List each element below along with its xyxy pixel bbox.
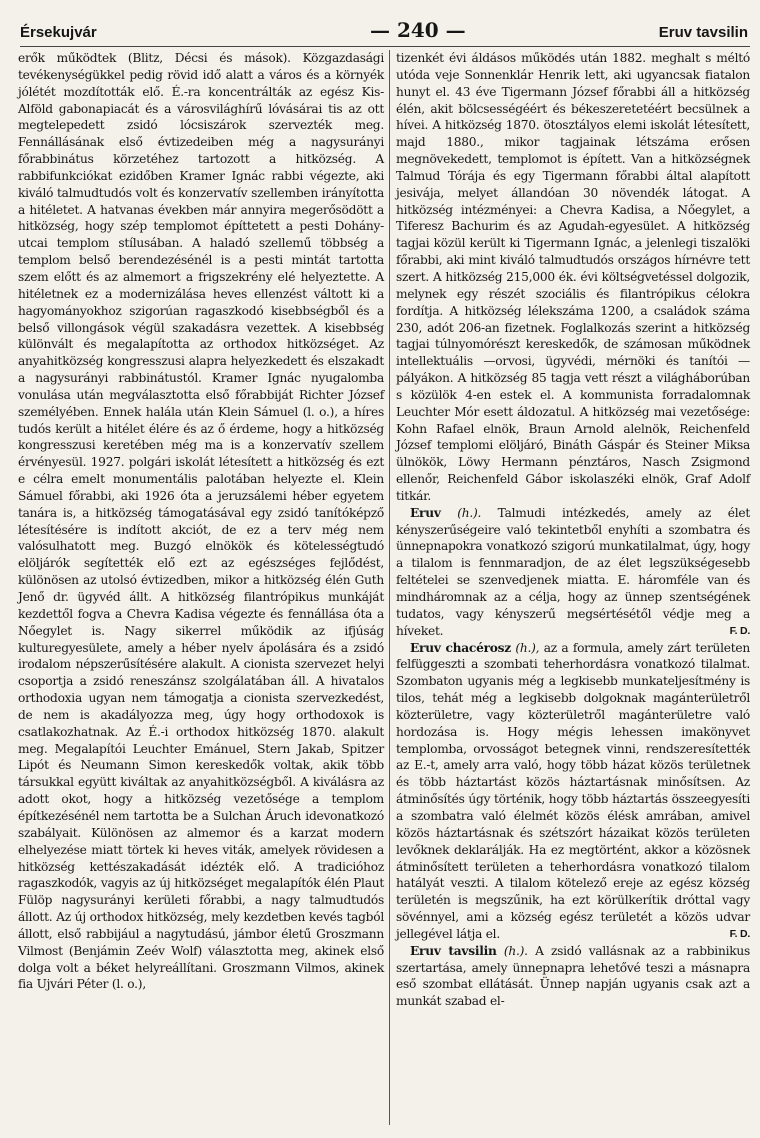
page-number: — 240 —	[370, 18, 466, 42]
entry-eruv-tavsilin	[396, 943, 750, 1010]
running-head-left: Érsekujvár	[20, 24, 97, 41]
entry-eruv-tavsilin-abbr: (h.).	[503, 943, 528, 958]
header-rule	[20, 46, 750, 47]
page-header	[20, 18, 752, 44]
entry-eruv-head: Eruv	[410, 505, 441, 520]
entry-eruv-tavsilin-text: A zsidó vallásnak az a rabbinikus szertartása, amely ünnepnapra lehetővé teszi a másnapra eső szombat ellátását. Ünnep napján ugyanis csak azt a munkát szabad el-	[396, 943, 750, 1009]
entry-eruv-text: Talmudi intézkedés, amely az élet kényszerűségeire való tekintetből enyhíti a szombatra és ünnepnapokra vonatkozó szigorú munkatilalmat, úgy, hogy a tilalom is fennmaradjon, de az élet legszükségesebb feltételei se szenvedjenek miatta. E. háromféle van és mindháromnak az a célja, hogy az ünnep szentségének tudatos, vagy kényszerű megsértésétől védje meg a híveket.	[396, 505, 750, 638]
entry-eruv	[396, 505, 750, 640]
left-column	[18, 50, 384, 993]
entry-eruv-chacerosz	[396, 640, 750, 943]
entry-eruv-chacerosz-text: az a formula, amely zárt területen felfüggeszti a szombati teherhordásra vonatkozó tilalmat. Szombaton ugyanis még a legkisebb munkateljesítmény is tilos, tehát még a legkisebb dolgoknak magánterületről közterületre, vagy közterületről magánterületre való hordozása is. Hogy mégis lehessen imakönyvet templomba, orvosságot betegnek vinni, rendszeresítették az E.-t, amely arra való, hogy több házat közös területnek és több háztartást közös háztartásnak minősítsen. Az átminősítés úgy történik, hogy több háztartás összeegyesíti a szombatra való élelmét közös élésk amrában, amivel közös háztartásnak és szétszórt házaikat közös területen levőknek deklarálják. Ha ez megtörtént, akkor a közösnek átminősített területen a teherhordásra vonatkozó tilalom hatályát veszti. A tilalom kötelező ereje az egész község területén is megszűnik, ha ezt körülkerítik dróttal vagy sövénnyel, ami a község egész területét a közös udvar jellegével látja el.	[396, 640, 750, 941]
right-column	[396, 50, 750, 1010]
left-column-text: erők működtek (Blitz, Décsi és mások). Közgazdasági tevékenységükkel pedig rövid idő alatt a város és a környék jólétét mozdították elő. É.-ra koncentrálták az egész Kis-Alföld gabonapiacát és a városvilághírű lóvásárai tis az ott megtelepedett zsidó lócsiszárok szervezték meg. Fennállásának első évtizedeiben még a nagysurányi főrabbinátus körzetéhez tartozott a hitközség. A rabbifunkciókat ezidőben Kramer Ignác rabbi végezte, aki kiváló talmudtudós volt és konzervatív szellemben irányította a hitéletet. A hatvanas években már annyira megerősödött a hitközség, hogy szép templomot építtetett a pesti Dohány-utcai templom stílusában. A haladó szellemű többség a templom belső berendezésénél is a pesti mintát tartotta szem előtt és az almemort a frigszekrény elé helyeztette. A hitéletnek ez a modernizálása heves ellenzést váltott ki a hagyományokhoz szigorúan ragaszkodó kisebbségből és a belső villongások végül szakadásra vezettek. A kisebbség különvált és megalapította az orthodox hitközséget. Az anyahitközség kongresszusi alapra helyezkedett és elszakadt a nagysurányi rabbinátustól. Kramer Ignác nyugalomba vonulása után megválasztotta első főrabbiját Richter József személyében. Ennek halála után Klein Sámuel (l. o.), a híres tudós került a hitélet élére és az ő érdeme, hogy a hitközség kongresszusi keretében még ma is a konzervatív szellem érvényesül. 1927. polgári iskolát létesített a hitközség és ezt e célra emelt monumentális palotában helyezte el. Klein Sámuel főrabbi, aki 1926 óta a jeruzsálemi héber egyetem tanára is, a hitközség támogatásával egy zsidó tanítóképző létesítésére is indított akciót, de ez a terv még nem valósulhatott meg. Buzgó elnökök és kötelességtudó elöljárók segítették elő ezt az egészséges fejlődést, különösen az utolsó évtizedben, mikor a hitközség élén Guth Jenő dr. ügyvéd állt. A hitközség filantrópikus munkáját kezdettől fogva a Chevra Kadisa végezte és fennállása óta a Nőegylet is. Nagy sikerrel működik az ifjúság kulturegyesülete, amely a héber nyelv ápolására és a zsidó irodalom népszerűsítésére alakult. A cionista szervezet helyi csoportja a zsidó reneszánsz szolgálatában áll. A hivatalos orthodoxia ugyan nem támogatja a cionista szervezkedést, de nem is akadályozza meg, úgy hogy orthodoxok is csatlakozhatnak. Az É.-i orthodox hitközség 1870. alakult meg. Megalapítói Leuchter Emánuel, Stern Jakab, Spitzer Lipót és Neumann Simon kereskedők voltak, akik több társukkal együtt kiváltak az anyahitközségből. A kiválásra az adott okot, hogy a hitközség vezetősége a templom építkezésénél nem tartotta be a Sulchan Áruch idevonatkozó szabályait. Különösen az almemor és a karzat modern elhelyezése miatt törtek ki heves viták, amelyek rövidesen a hitközség kettészakadását idézték elő. A tradicióhoz ragaszkodók, vagyis az új hitközséget megalapítók élén Plaut Fülöp nagysurányi kerületi főrabbi, a nagy talmudtudós állott. Az új orthodox hitközség, mely kezdetben kevés tagból állott, első rabbijául a nagytudású, jámbor életű Groszmann Vilmost (Benjámin Zeév Wolf) választotta meg, akinek első dolga volt a béket helyreállítani. Groszmann Vilmos, akinek fia Ujvári Péter (l. o.),	[18, 51, 384, 992]
column-divider	[389, 50, 390, 1125]
entry-eruv-chacerosz-head: Eruv chacérosz	[410, 640, 511, 655]
entry-eruv-abbr: (h.).	[457, 505, 482, 520]
entry-eruv-chacerosz-abbr: (h.),	[515, 640, 540, 655]
entry-eruv-tavsilin-head: Eruv tavsilin	[410, 943, 497, 958]
entry-eruv-chacerosz-signature: F. D.	[729, 927, 750, 940]
entry-eruv-signature: F. D.	[729, 624, 750, 637]
right-column-text: tizenkét évi áldásos működés után 1882. meghalt s méltó utóda veje Sonnenklár Henrik lett, aki ugyancsak fiatalon hunyt el. 43 éve Tigermann József főrabbi áll a hitközség élén, akit bölcsességéért és békeszeretetéért becsülnek a hívei. A hitközség 1870. ötosztályos elemi iskolát létesített, majd 1880., mikor tagjainak létszáma erősen megnövekedett, templomot is épített. Van a hitközségnek Talmud Tórája és egy Tigermann főrabbi által alapított jesivája, melyet állandóan 30 növendék látogat. A hitközség intézményei: a Chevra Kadisa, a Nőegylet, a Tiferesz Bachurim és az Agudah-egyesület. A hitközség tagjai közül került ki Tigermann Ignác, a jelenlegi tiszalöki főrabbi, aki mint kiváló talmudtudós országos hírnévre tett szert. A hitközség 215,000 ék. évi költségvetéssel dolgozik, melynek egy részét szociális és filantrópikus célokra fordítja. A hitközség lélekszáma 1200, a családok száma 230, adót 206-an fizetnek. Foglalkozás szerint a hitközség tagjai túlnyomórészt kereskedők, de számosan működnek intellektuális —orvosi, ügyvédi, mérnöki és tanítói — pályákon. A hitközség 85 tagja vett részt a világháborúban s közülök 4-en estek el. A kommunista forradalomnak Leuchter Mór esett áldozatul. A hitközség mai vezetősége: Kohn Rafael elnök, Braun Arnold alelnök, Reichenfeld József templomi elöljáró, Bináth Gáspár és Steiner Miksa ülnökök, Löwy Hermann pénztáros, Nasch Zsigmond ellenőr, Reichenfeld Gábor iskolaszéki elnök, Graf Adolf titkár.	[396, 51, 750, 503]
running-head-right: Eruv tavsilin	[658, 24, 748, 41]
